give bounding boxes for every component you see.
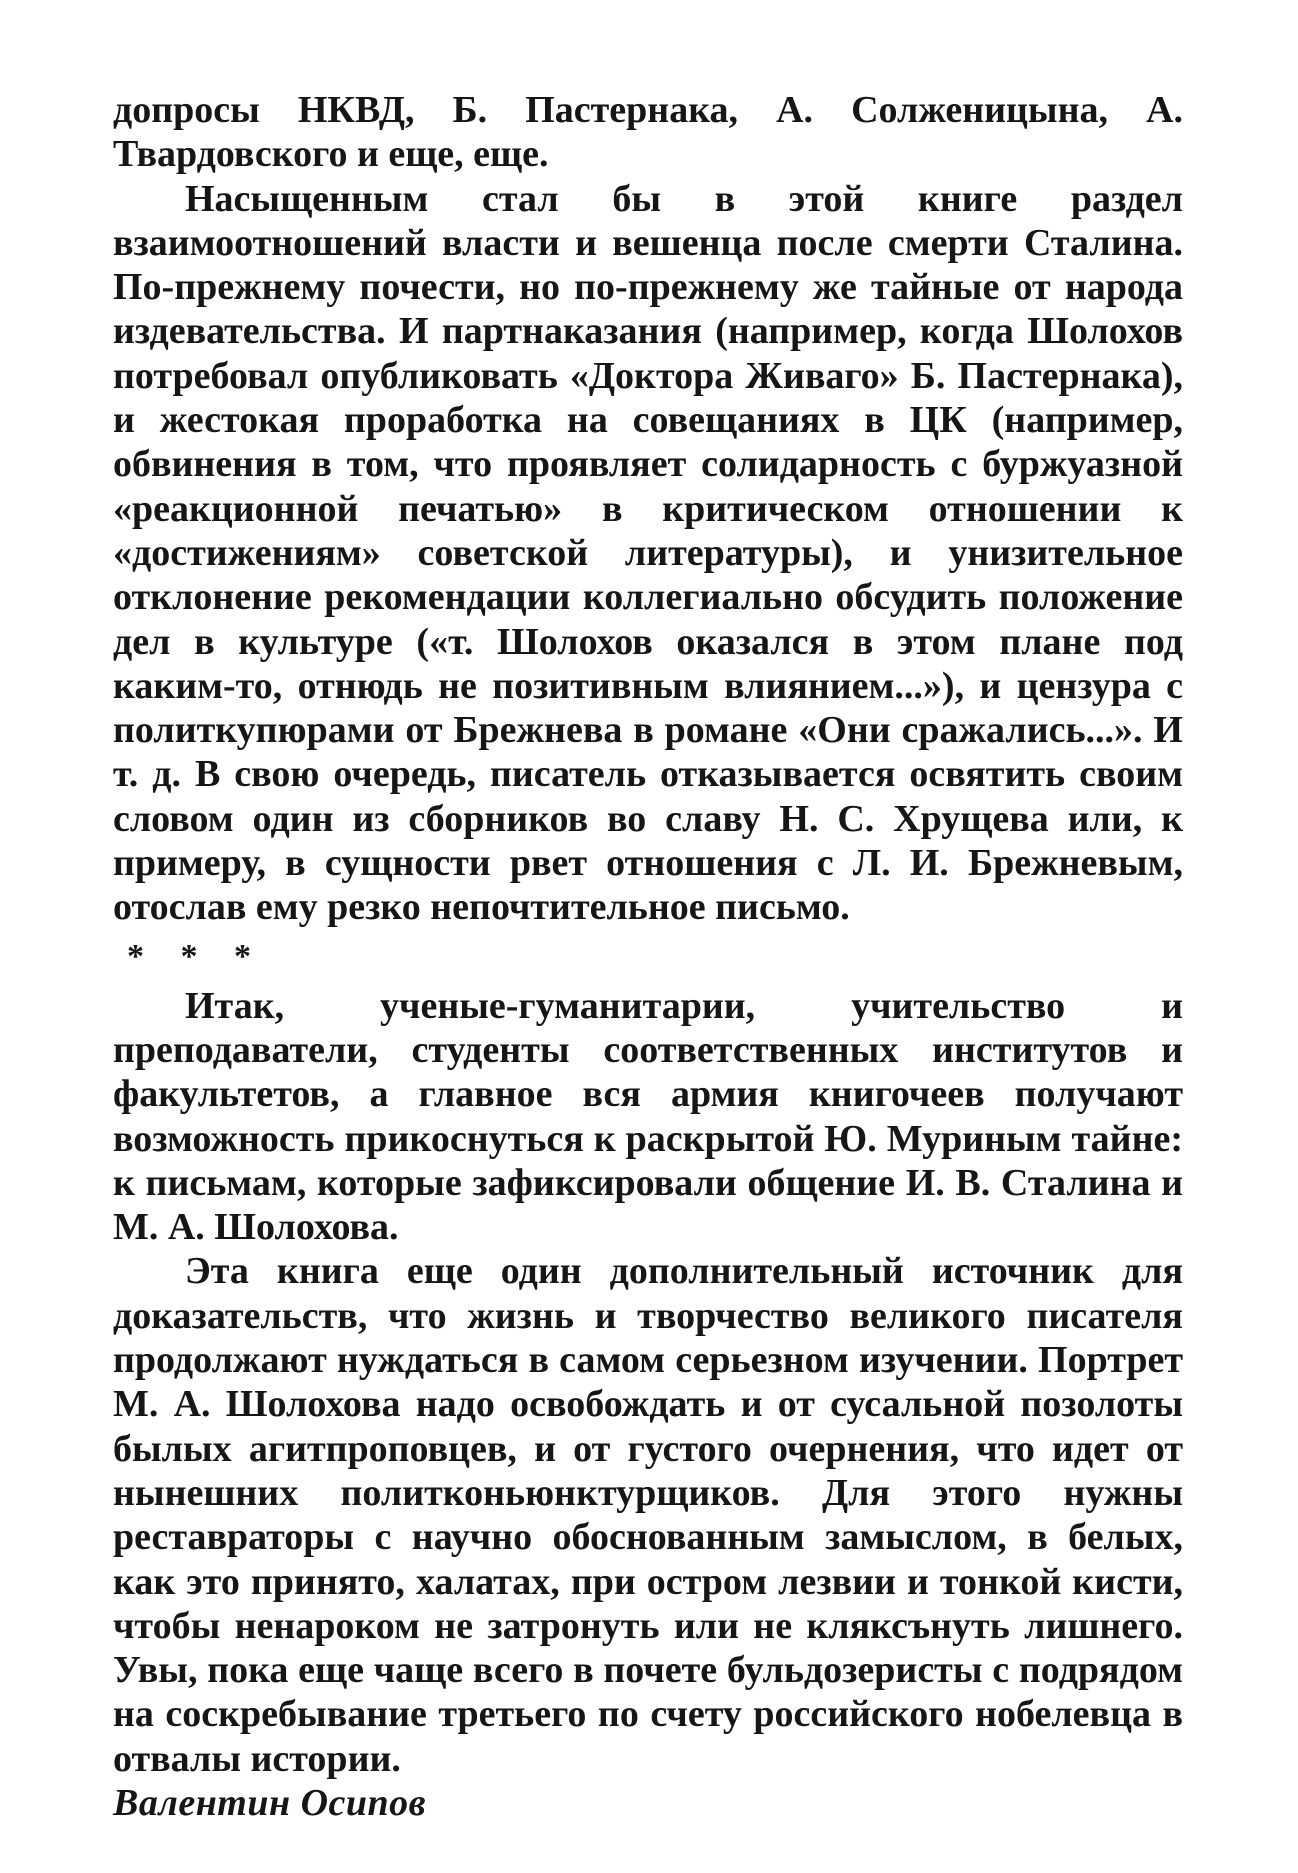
paragraph-further-study: Эта книга еще один дополнительный источник для доказательств, что жизнь и творчество великого писателя продолжают нуждаться в самом серьезном изучении. Портрет М. А. Шолохова надо освобождать и от сусальной позолоты былых агитпроповцев, и от густого очернения, что идет от нынешних политконьюнктурщиков. Для этого нужны реставраторы с научно обоснованным замыслом, в белых, как это принято, халатах, при остром лезвии и тонкой кисти, чтобы ненароком не затронуть или не кляксънуть лишнего. Увы, пока еще чаще всего в почете бульдозеристы с подрядом на соскребывание третьего по счету российского нобелевца в отвалы истории. — [113, 1250, 1183, 1780]
document-page — [113, 88, 1183, 1825]
paragraph-relations-after-stalin: Насыщенным стал бы в этой книге раздел взаимоотношений власти и вешенца после смерти Сталина. По-прежнему почести, но по-прежнему же тайные от народа издевательства. И партнаказания (например, когда Шолохов потребовал опубликовать «Доктора Живаго» Б. Пастернака), и жестокая проработка на совещаниях в ЦК (например, обвинения в том, что проявляет солидарность с буржуазной «реакционной печатью» в критическом отношении к «достижениям» советской литературы), и унизительное отклонение рекомендации коллегиально обсудить положение дел в культуре («т. Шолохов оказался в этом плане под каким-то, отнюдь не позитивным влиянием...»), и цензура с политкупюрами от Брежнева в романе «Они сражались...». И т. д. В свою очередь, писатель отказывается освятить своим словом один из сборников во славу Н. С. Хрущева или, к примеру, в сущности рвет отношения с Л. И. Брежневым, отослав ему резко непочтительное письмо. — [113, 177, 1183, 929]
author-signature: Валентин Осипов — [113, 1781, 427, 1824]
paragraph-readers-access: Итак, ученые-гуманитарии, учительство и преподаватели, студенты соответственных институтов и факультетов, а главное вся армия книгочеев получают возможность прикоснуться к раскрытой Ю. Муриным тайне: к письмам, которые зафиксировали общение И. В. Сталина и М. А. Шолохова. — [113, 984, 1183, 1249]
section-separator: * * * — [127, 937, 265, 975]
paragraph-continuation: допросы НКВД, Б. Пастернака, А. Солженицына, А. Твардовского и еще, еще. — [113, 89, 1183, 176]
